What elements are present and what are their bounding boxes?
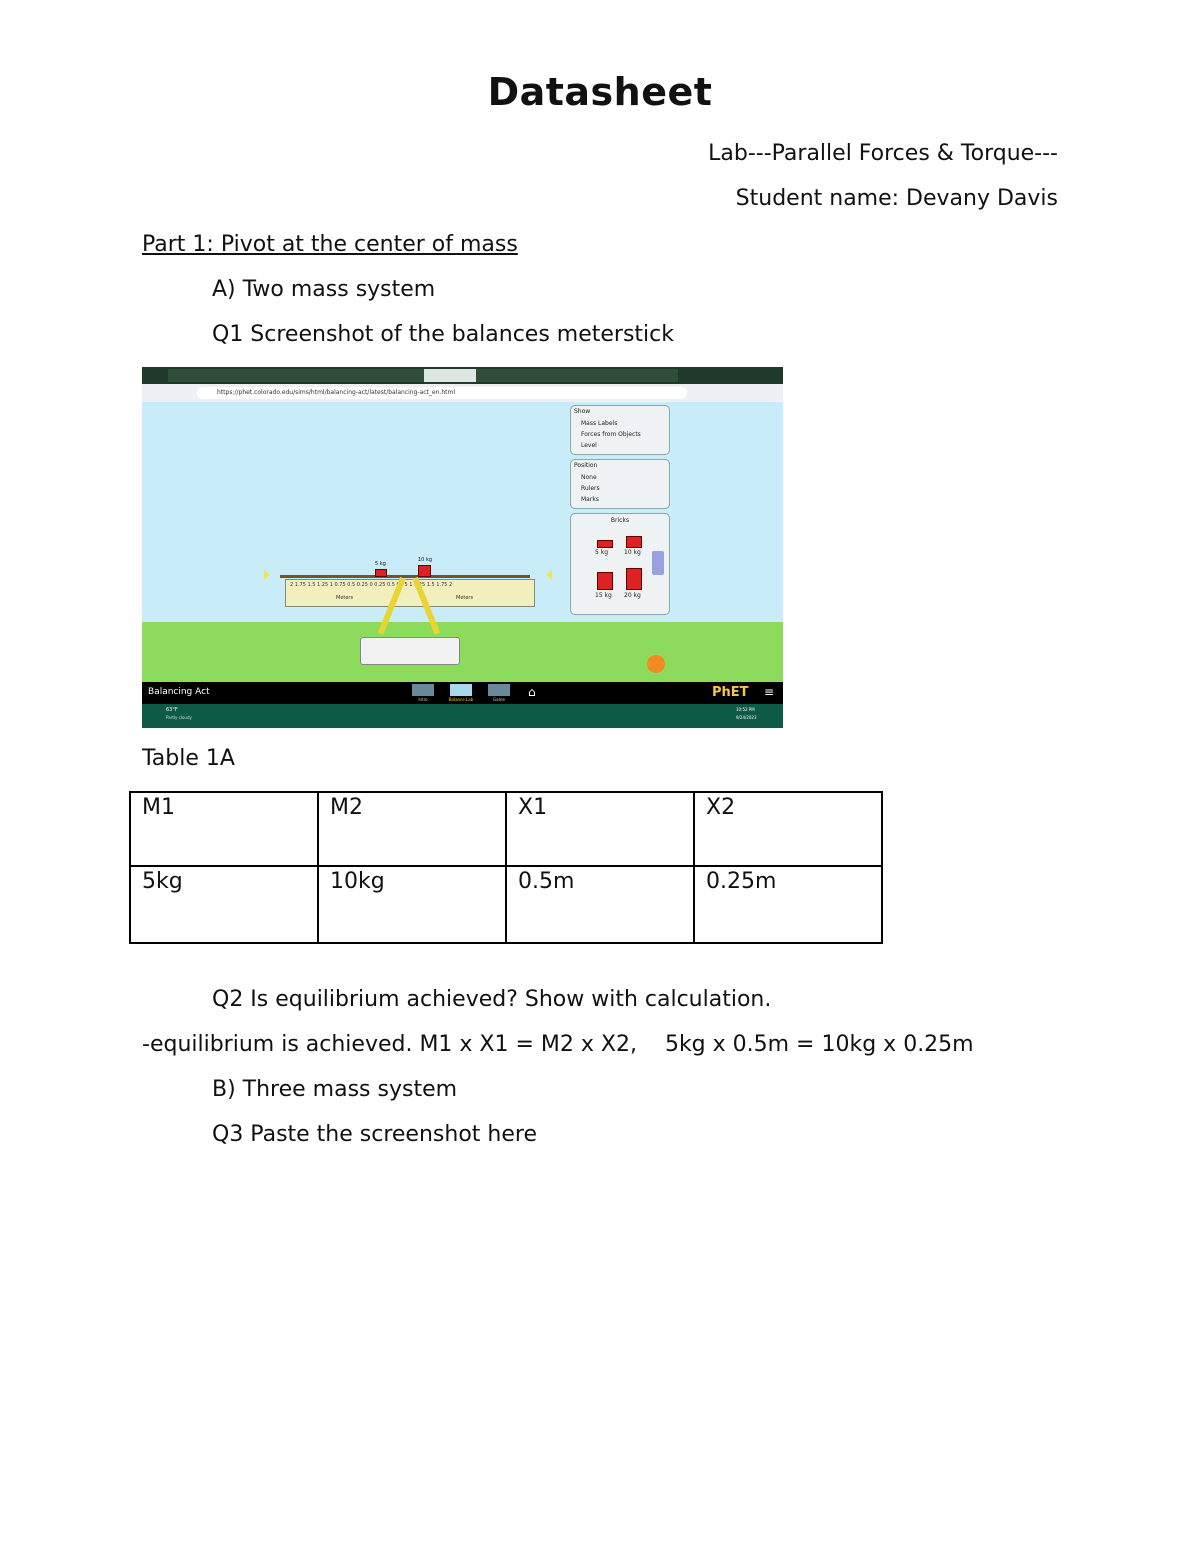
page-title: Datasheet (487, 70, 713, 114)
lab-title: Lab---Parallel Forces & Torque--- (708, 141, 1058, 166)
brick-label: 15 kg (595, 592, 612, 599)
browser-tab (216, 369, 264, 382)
reset-icon (647, 655, 665, 673)
position-panel-title: Position (574, 462, 598, 469)
table-header-cell: X2 (694, 792, 882, 866)
question-2: Q2 Is equilibrium achieved? Show with calculation. (212, 987, 772, 1012)
show-option: Level (581, 442, 597, 449)
phet-nav-bar (142, 682, 783, 704)
table-header-cell: M1 (130, 792, 318, 866)
ruler-label-left: Meters (336, 595, 354, 601)
screen-thumb-intro (412, 684, 434, 696)
meter-ruler (285, 579, 535, 607)
table-header-row (130, 792, 882, 866)
browser-tab (264, 369, 322, 382)
browser-tab (322, 369, 376, 382)
table-cell: 0.5m (506, 866, 694, 943)
browser-tab (376, 369, 424, 382)
level-indicator-icon (264, 570, 270, 580)
section-b-heading: B) Three mass system (212, 1077, 458, 1102)
balance-plank (280, 575, 530, 578)
browser-tab (526, 369, 574, 382)
sim-ground (142, 622, 783, 682)
brick-label: 5 kg (595, 549, 609, 556)
phet-logo: PhET (712, 685, 749, 700)
brick-15kg (597, 572, 613, 590)
level-indicator-icon (546, 570, 552, 580)
screen-tab-label: Game (493, 697, 505, 702)
bricks-panel-title: Bricks (610, 517, 630, 524)
part1-heading: Part 1: Pivot at the center of mass (142, 232, 518, 257)
table-header-cell: M2 (318, 792, 506, 866)
section-a-heading: A) Two mass system (212, 277, 436, 302)
browser-tab (168, 369, 216, 382)
mass-10kg-on-plank (418, 565, 431, 577)
ruler-ticks: 2 1.75 1.5 1.25 1 0.75 0.5 0.25 0 0.25 0.5 0.75 1 1.25 1.5 1.75 2 (290, 582, 453, 588)
browser-tab-active (424, 369, 476, 382)
home-icon: ⌂ (528, 685, 536, 699)
table-row (130, 866, 882, 943)
table-1a (129, 791, 883, 944)
position-option: None (581, 474, 597, 481)
browser-address-bar (142, 384, 783, 402)
browser-tab (574, 369, 628, 382)
show-panel-title: Show (574, 408, 591, 415)
browser-tab (628, 369, 678, 382)
brick-20kg (626, 568, 642, 590)
show-panel (570, 405, 670, 455)
screen-thumb-game (488, 684, 510, 696)
taskbar-date: 9/24/2023 (736, 715, 757, 720)
mass-label: 10 kg (418, 557, 433, 563)
browser-tab-bar (142, 367, 783, 384)
brick-label: 10 kg (624, 549, 641, 556)
table-label: Table 1A (142, 746, 235, 771)
weather-temp: 63°F (166, 707, 178, 713)
table-header-cell: X1 (506, 792, 694, 866)
table-cell: 5kg (130, 866, 318, 943)
browser-tab (476, 369, 526, 382)
show-option: Mass Labels (581, 420, 618, 427)
weather-desc: Partly cloudy (166, 715, 192, 720)
screen-tab-label: Balance Lab (448, 697, 474, 702)
position-panel (570, 459, 670, 509)
table-cell: 10kg (318, 866, 506, 943)
taskbar-clock: 10:52 PM (736, 707, 755, 712)
position-option: Rulers (581, 485, 600, 492)
screen-thumb-lab (450, 684, 472, 696)
mass-label: 5 kg (375, 561, 386, 567)
next-arrow-icon (652, 551, 664, 575)
fulcrum-toggle (360, 637, 460, 665)
show-option: Forces from Objects (581, 431, 641, 438)
app-name: Balancing Act (148, 687, 210, 697)
brick-10kg (626, 536, 642, 548)
equilibrium-answer: -equilibrium is achieved. M1 x X1 = M2 x X2, 5kg x 0.5m = 10kg x 0.25m (142, 1032, 974, 1057)
ruler-label-right: Meters (456, 595, 474, 601)
menu-icon: ≡ (764, 685, 775, 699)
student-name: Student name: Devany Davis (735, 186, 1058, 211)
table-cell: 0.25m (694, 866, 882, 943)
brick-label: 20 kg (624, 592, 641, 599)
position-option: Marks (581, 496, 599, 503)
windows-taskbar (142, 704, 783, 728)
simulation-screenshot (142, 367, 783, 728)
screen-tab-label: Intro (418, 697, 428, 702)
question-1: Q1 Screenshot of the balances meterstick (212, 322, 674, 347)
brick-5kg (597, 540, 613, 548)
mass-5kg-on-plank (375, 569, 387, 577)
url-field: https://phet.colorado.edu/sims/html/balancing-act/latest/balancing-act_en.html (197, 387, 687, 399)
question-3: Q3 Paste the screenshot here (212, 1122, 537, 1147)
